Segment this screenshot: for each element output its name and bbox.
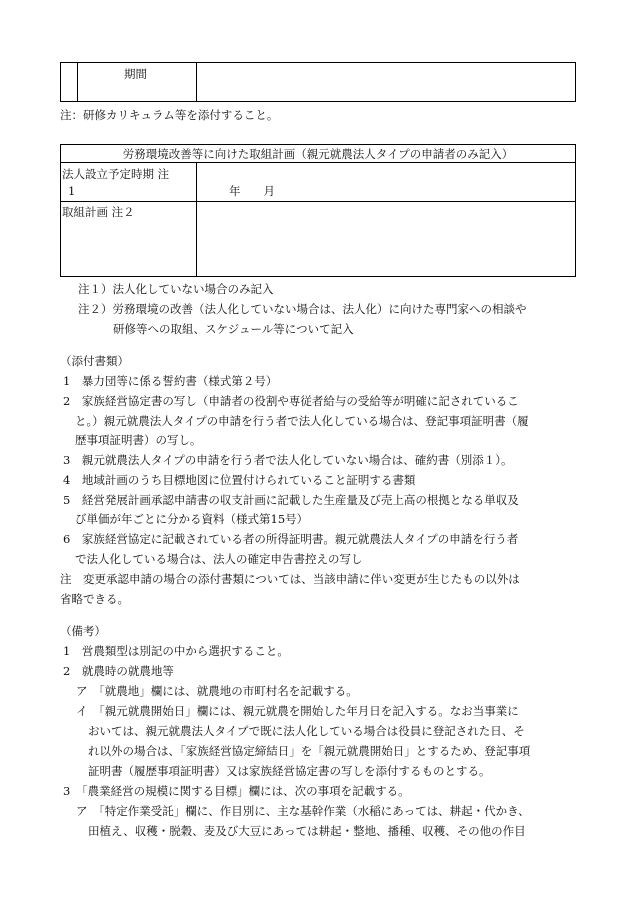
attachment-line: 2 家族経営協定書の写し（申請者の役割や専従者給与の受給等が明確に記されているこ (63, 394, 519, 408)
labor-plan-row-rule (60, 201, 576, 202)
remark-line: イ 「親元就農開始日」欄には、親元就農を開始した年月日を記入する。なお当事業に (76, 704, 519, 718)
remark-line: 1 営農類型は別記の中から選択すること。 (63, 644, 289, 658)
remark-line: ア 「就農地」欄には、就農地の市町村名を記載する。 (76, 684, 358, 698)
attachment-line: と。）親元就農法人タイプの申請を行う者で法人化している場合は、登記事項証明書（履 (75, 414, 529, 428)
table-note-1: 注１）法人化していない場合のみ記入 (78, 282, 274, 296)
attachment-line: 歴事項証明書）の写し。 (75, 433, 202, 447)
attachment-line: 1 暴力団等に係る誓約書（様式第２号） (63, 374, 278, 388)
attachment-line: び単価が年ごとに分かる資料（様式第15号） (75, 512, 309, 526)
labor-plan-table (60, 144, 576, 277)
attachment-line: で法人化している場合は、法人の確定申告書控えの写し (75, 552, 363, 566)
attachments-heading: （添付書類） (60, 354, 129, 368)
attachment-line: 省略できる。 (60, 592, 129, 606)
remarks-heading: （備考） (60, 624, 106, 638)
corporation-date-value: 年 月 (229, 184, 275, 198)
curriculum-note: 注：研修カリキュラム等を添付すること。 (60, 108, 279, 122)
table-note-2-cont: 研修等への取組、スケジュール等について記入 (113, 322, 354, 336)
period-label: 期間 (124, 67, 147, 81)
labor-plan-column-rule (196, 162, 197, 277)
plan-label: 取組計画 注２ (62, 205, 135, 219)
labor-plan-header-rule (60, 162, 576, 163)
attachment-line: 6 家族経営協定に記載されている者の所得証明書。親元就農法人タイプの申請を行う者 (63, 532, 519, 546)
remark-line: 2 就農時の就農地等 (63, 664, 174, 678)
period-table-divider-2 (196, 62, 197, 102)
remark-line: ア 「特定作業受託」欄に、作目別に、主な基幹作業（水稲にあっては、耕起・代かき、 (76, 804, 530, 818)
remark-line: 3 「農業経営の規模に関する目標」欄には、次の事項を記載する。 (63, 784, 410, 798)
table-note-2: 注２）労務環境の改善（法人化していない場合は、法人化）に向けた専門家への相談や (78, 302, 527, 316)
remark-line: おいては、親元就農法人タイプで既に法人化している場合は役員に登記された日、そ (88, 724, 525, 738)
corporation-date-label-a: 法人設立予定時期 注 (62, 167, 170, 181)
attachment-line: 注 変更承認申請の場合の添付書類については、当該申請に伴い変更が生じたもの以外は (60, 572, 520, 586)
attachment-line: 4 地域計画のうち目標地図に位置付けられていること証明する書類 (63, 473, 416, 487)
period-table-divider-1 (77, 62, 78, 102)
attachment-line: 5 経営発展計画承認申請書の収支計画に記載した生産量及び売上高の根拠となる単収及 (63, 493, 519, 507)
corporation-date-label-b: 1 (68, 184, 76, 198)
remark-line: 田植え、収穫・脱穀、麦及び大豆にあっては耕起・整地、播種、収穫、その他の作目 (88, 824, 526, 838)
labor-plan-header: 労務環境改善等に向けた取組計画（親元就農法人タイプの申請者のみ記入） (122, 147, 514, 161)
remark-line: れ以外の場合は、「家族経営協定締結日」を「親元就農開始日」とするため、登記事項 (88, 744, 531, 758)
attachment-line: 3 親元就農法人タイプの申請を行う者で法人化していない場合は、確約書（別添１）。 (63, 453, 513, 467)
remark-line: 証明書（履歴事項証明書）又は家族経営協定書の写しを添付するものとする。 (88, 764, 491, 778)
